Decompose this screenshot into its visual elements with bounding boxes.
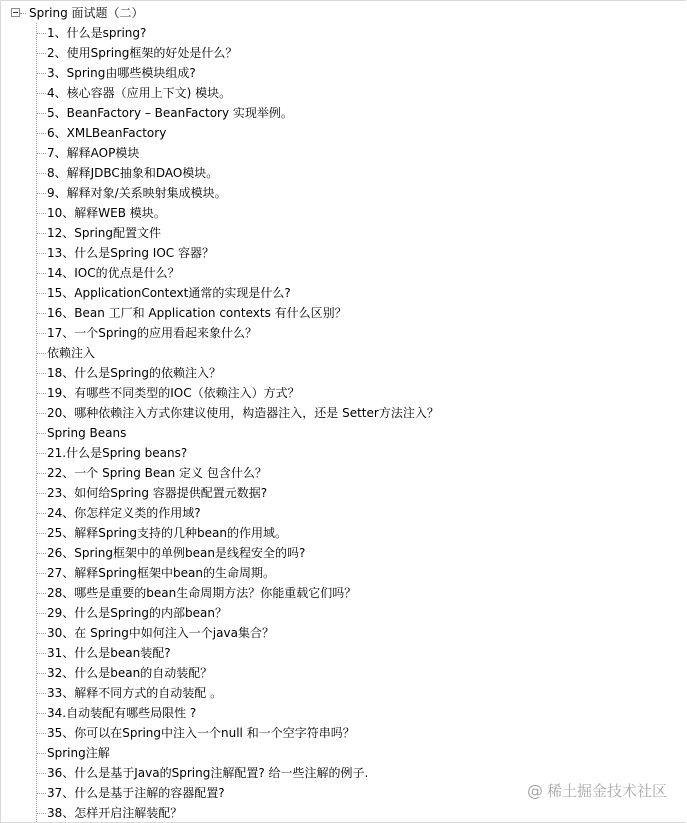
tree-item-label: 17、一个Spring的应用看起来象什么？	[47, 326, 257, 340]
tree-connector	[37, 353, 46, 354]
tree-item[interactable]	[1, 343, 686, 363]
tree-connector	[37, 753, 46, 754]
tree-connector	[37, 733, 46, 734]
tree-item[interactable]	[1, 403, 686, 423]
tree-item[interactable]	[1, 203, 686, 223]
tree-item-label: 8、解释JDBC抽象和DAO模块。	[47, 166, 219, 180]
tree-item[interactable]	[1, 483, 686, 503]
tree-item-label: 10、解释WEB 模块。	[47, 206, 166, 220]
tree-item[interactable]	[1, 63, 686, 83]
tree-item[interactable]	[1, 583, 686, 603]
tree-item-label: 28、哪些是重要的bean生命周期方法？你能重载它们吗？	[47, 586, 357, 600]
tree-item[interactable]	[1, 223, 686, 243]
tree-item-label: 32、什么是bean的自动装配？	[47, 666, 213, 680]
tree-item-label: 1、什么是spring?	[47, 26, 147, 40]
tree-item-label: 38、怎样开启注解装配？	[47, 806, 183, 820]
tree-item[interactable]	[1, 603, 686, 623]
tree-connector	[37, 393, 46, 394]
tree-item[interactable]	[1, 103, 686, 123]
tree-item-label: 25、解释Spring支持的几种bean的作用域。	[47, 526, 287, 540]
tree-root-label[interactable]: Spring 面试题（二）	[29, 6, 144, 20]
tree-item[interactable]	[1, 423, 686, 443]
tree-connector	[20, 13, 26, 14]
tree-item-label: 2、使用Spring框架的好处是什么？	[47, 46, 238, 60]
tree-connector	[37, 413, 46, 414]
tree-connector	[37, 273, 46, 274]
tree-connector	[37, 813, 46, 814]
tree-item-label: 9、解释对象/关系映射集成模块。	[47, 186, 227, 200]
tree-children	[1, 23, 686, 823]
tree-connector	[37, 313, 46, 314]
tree-connector	[37, 53, 46, 54]
tree-connector	[37, 153, 46, 154]
tree-connector	[37, 653, 46, 654]
tree-item[interactable]	[1, 643, 686, 663]
tree-item-label: 35、你可以在Spring中注入一个null 和一个空字符串吗？	[47, 726, 355, 740]
tree-item-label: 22、一个 Spring Bean 定义 包含什么？	[47, 466, 267, 480]
tree-item-label: 34.自动装配有哪些局限性 ?	[47, 706, 197, 720]
tree-item-label: 7、解释AOP模块	[47, 146, 140, 160]
tree-item[interactable]	[1, 803, 686, 823]
tree-item[interactable]	[1, 623, 686, 643]
tree-item[interactable]	[1, 243, 686, 263]
tree-item-label: 16、Bean 工厂和 Application contexts 有什么区别？	[47, 306, 347, 320]
tree-connector	[37, 453, 46, 454]
tree-item[interactable]	[1, 283, 686, 303]
tree-connector	[37, 573, 46, 574]
tree-connector	[37, 193, 46, 194]
tree-item[interactable]	[1, 523, 686, 543]
tree-item-label: 33、解释不同方式的自动装配 。	[47, 686, 223, 700]
tree-connector	[37, 493, 46, 494]
tree-connector	[37, 373, 46, 374]
tree-item[interactable]	[1, 683, 686, 703]
tree-connector	[37, 213, 46, 214]
tree-connector	[37, 93, 46, 94]
tree-connector	[37, 713, 46, 714]
tree-item[interactable]	[1, 563, 686, 583]
tree-item[interactable]	[1, 383, 686, 403]
tree-item-label: 24、你怎样定义类的作用域?	[47, 506, 201, 520]
tree-item-label: 14、IOC的优点是什么？	[47, 266, 180, 280]
tree-item-label: 19、有哪些不同类型的IOC（依赖注入）方式？	[47, 386, 300, 400]
tree-item[interactable]	[1, 303, 686, 323]
tree-item-label: 30、在 Spring中如何注入一个java集合？	[47, 626, 274, 640]
tree-item-label: 31、什么是bean装配?	[47, 646, 171, 660]
tree-item-label: 26、Spring框架中的单例bean是线程安全的吗?	[47, 546, 306, 560]
tree-item[interactable]	[1, 723, 686, 743]
tree-connector	[37, 693, 46, 694]
tree-connector	[37, 253, 46, 254]
tree-item-label: 依赖注入	[47, 346, 96, 360]
tree-connector	[37, 553, 46, 554]
collapse-toggle-icon[interactable]	[11, 8, 20, 17]
tree-item[interactable]	[1, 43, 686, 63]
tree-item-label: 4、核心容器（应用上下文) 模块。	[47, 86, 232, 100]
tree-item-label: 15、ApplicationContext通常的实现是什么?	[47, 286, 291, 300]
tree-connector	[37, 73, 46, 74]
watermark-text: 稀土掘金技术社区	[546, 782, 667, 800]
tree-item-label: 20、哪种依赖注入方式你建议使用，构造器注入，还是 Setter方法注入？	[47, 406, 439, 420]
tree-connector	[37, 793, 46, 794]
tree-item[interactable]	[1, 123, 686, 143]
tree-connector	[37, 593, 46, 594]
tree-item-label: 29、什么是Spring的内部bean？	[47, 606, 227, 620]
tree-item-label: 23、如何给Spring 容器提供配置元数据?	[47, 486, 268, 500]
tree-item-label: Spring注解	[47, 746, 110, 760]
tree-item-label: 36、什么是基于Java的Spring注解配置? 给一些注解的例子.	[47, 766, 369, 780]
tree-connector	[37, 673, 46, 674]
tree-item[interactable]	[1, 263, 686, 283]
tree-item-label: 18、什么是Spring的依赖注入？	[47, 366, 221, 380]
tree-item[interactable]	[1, 543, 686, 563]
tree-item[interactable]	[1, 163, 686, 183]
watermark	[527, 780, 667, 801]
tree-connector	[37, 33, 46, 34]
tree-item[interactable]	[1, 743, 686, 763]
tree-connector	[37, 233, 46, 234]
tree-connector	[37, 633, 46, 634]
tree-item-label: Spring Beans	[47, 426, 127, 440]
watermark-at-icon: @	[526, 781, 543, 800]
tree-connector	[37, 513, 46, 514]
tree-item[interactable]	[1, 703, 686, 723]
tree-item[interactable]	[1, 323, 686, 343]
tree-item-label: 5、BeanFactory – BeanFactory 实现举例。	[47, 106, 293, 120]
tree-connector	[37, 333, 46, 334]
tree-item[interactable]	[1, 183, 686, 203]
tree-item-label: 6、XMLBeanFactory	[47, 126, 167, 140]
tree-connector	[37, 773, 46, 774]
tree-item[interactable]	[1, 663, 686, 683]
tree-connector	[37, 133, 46, 134]
tree-connector	[37, 173, 46, 174]
tree-item-label: 21.什么是Spring beans?	[47, 446, 188, 460]
tree-connector	[37, 533, 46, 534]
tree-connector	[37, 473, 46, 474]
tree-connector	[37, 433, 46, 434]
tree-item-label: 3、Spring由哪些模块组成?	[47, 66, 196, 80]
tree-item[interactable]	[1, 83, 686, 103]
tree-item[interactable]	[1, 503, 686, 523]
tree-item[interactable]	[1, 143, 686, 163]
tree-item[interactable]	[1, 363, 686, 383]
tree-connector	[37, 113, 46, 114]
tree-item-label: 27、解释Spring框架中bean的生命周期。	[47, 566, 275, 580]
tree-item[interactable]	[1, 463, 686, 483]
tree-item[interactable]	[1, 443, 686, 463]
tree-item-label: 37、什么是基于注解的容器配置?	[47, 786, 225, 800]
tree-item-label: 12、Spring配置文件	[47, 226, 161, 240]
tree-connector	[37, 613, 46, 614]
tree-connector	[37, 293, 46, 294]
tree-item-label: 13、什么是Spring IOC 容器？	[47, 246, 214, 260]
tree-item[interactable]	[1, 23, 686, 43]
